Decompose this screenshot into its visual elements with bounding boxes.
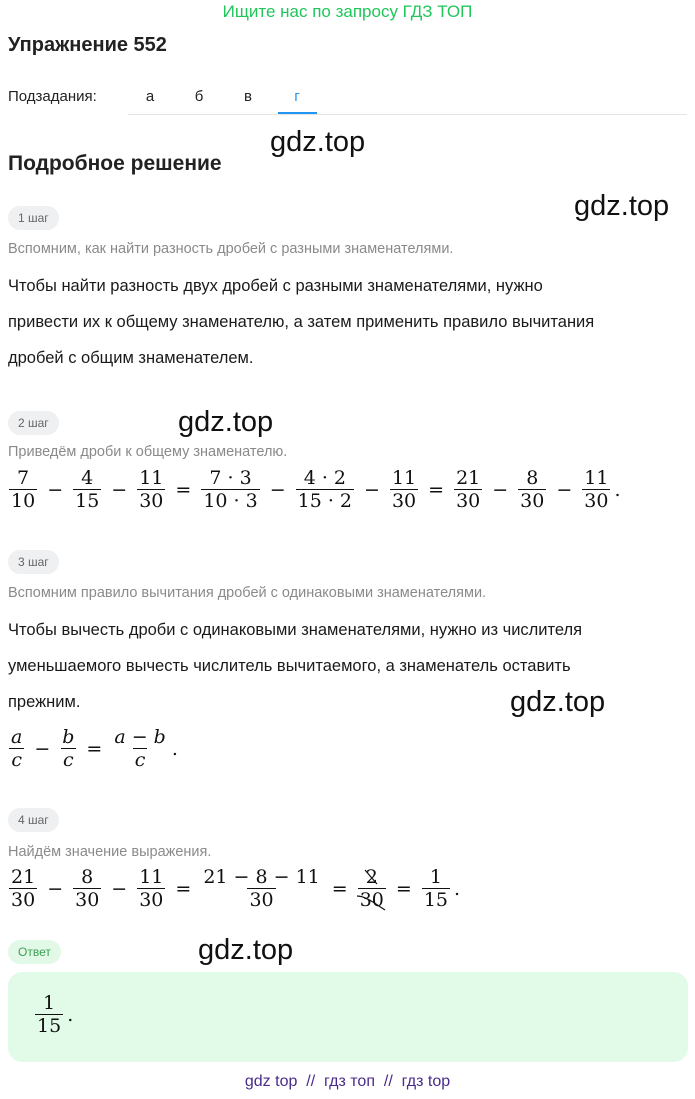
watermark: gdz.top [270, 126, 366, 158]
subtasks-label: Подзадания: [8, 88, 97, 105]
search-banner[interactable]: Ищите нас по запросу ГДЗ ТОП [222, 2, 473, 21]
answer-badge: Ответ [8, 940, 61, 964]
step-badge: 4 шаг [8, 808, 59, 832]
section-title: Подробное решение [8, 152, 222, 175]
step-text: Чтобы вычесть дроби с одинаковыми знаменателями, нужно из числителя уменьшаемого вычесть числитель вычитаемого, а знаменатель оставить прежним. [8, 621, 583, 711]
step-note: Вспомним, как найти разность дробей с разными знаменателями. [8, 241, 454, 257]
watermark: gdz.top [510, 686, 606, 718]
answer-box: $\frac{1}{15}$ . [8, 972, 688, 1062]
watermark: gdz.top [198, 934, 294, 966]
footer-links[interactable]: gdz top // гдз топ // гдз top [244, 1073, 451, 1090]
step-note: Вспомним правило вычитания дробей с одинаковыми знаменателями. [8, 585, 487, 601]
tab-g[interactable]: г [294, 88, 300, 105]
formula-step-3: $\frac{a}{c}$ − $\frac{b}{c}$ = $\frac{a - b}{c}$ . [11, 726, 178, 771]
step-badge: 2 шаг [8, 411, 59, 435]
page-title: Упражнение 552 [8, 34, 167, 56]
step-badge: 3 шаг [8, 550, 59, 574]
step-note: Приведём дроби к общему знаменателю. [8, 444, 288, 460]
cancel-strike-icon [355, 866, 387, 914]
step-badge: 1 шаг [8, 206, 59, 230]
step-note: Найдём значение выражения. [8, 844, 212, 860]
tab-v[interactable]: в [244, 88, 252, 105]
watermark: gdz.top [574, 190, 670, 222]
formula-step-2: $\frac{7}{10}$ − $\frac{4}{15}$ − $\frac{11}{30}$ = $\frac{7 \cdot 3}{10 \cdot 3}$ − $\frac{4 \cdot 2}{15 \cdot 2}$ − $\frac{11}{30}$ = $\frac{21}{30}$ − $\frac{8}{30}$ − $\frac{11}{30}$ . [11, 467, 621, 512]
watermark: gdz.top [178, 406, 274, 438]
tab-b[interactable]: б [194, 88, 204, 105]
tab-a[interactable]: а [145, 88, 155, 105]
active-tab-indicator [278, 112, 317, 114]
subtask-tabs [128, 80, 687, 115]
reduced-fraction: $\frac{2}{30}$ [358, 866, 386, 911]
formula-step-4: $\frac{21}{30}$ − $\frac{8}{30}$ − $\frac{11}{30}$ = $\frac{21 - 8 - 11}{30}$ = $\frac{2}{30}$ = $\frac{1}{15}$ . [6, 866, 460, 911]
step-text: Чтобы найти разность двух дробей с разными знаменателями, нужно привести их к общему знаменателю, а затем применить правило вычитания дробей с общим знаменателем. [8, 277, 595, 367]
